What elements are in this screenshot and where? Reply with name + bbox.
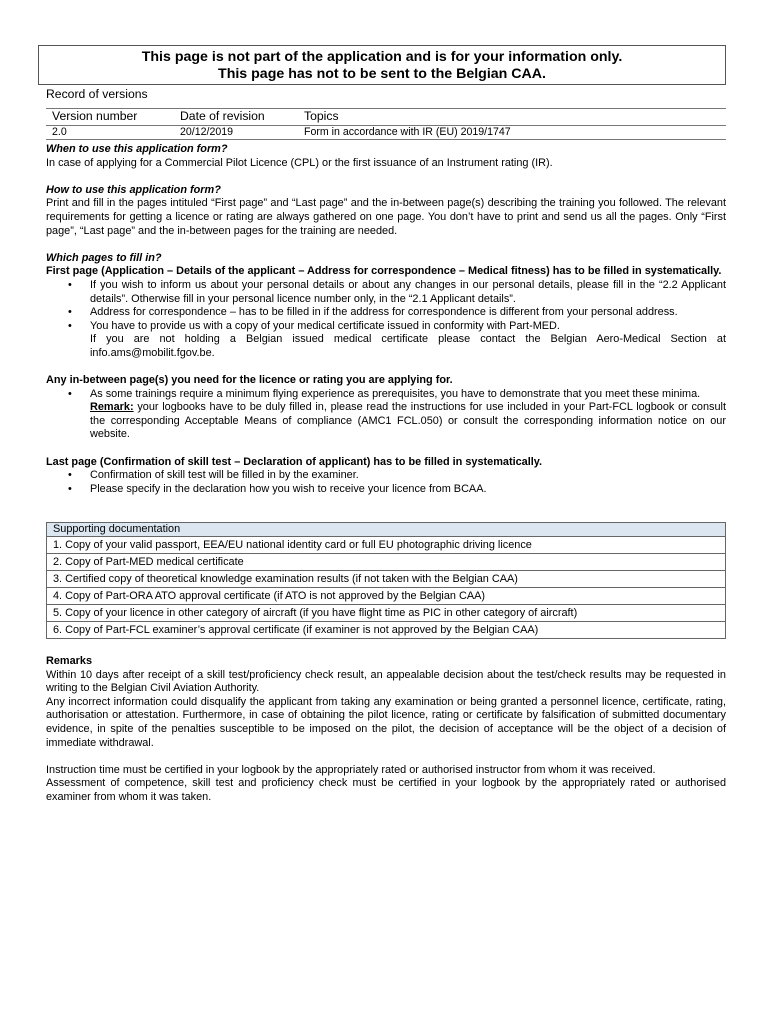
table-row xyxy=(47,571,726,588)
table-row xyxy=(47,588,726,605)
list-item xyxy=(90,320,726,361)
cell-date: 20/12/2019 xyxy=(174,126,298,140)
header-date-of-revision: Date of revision xyxy=(174,109,298,126)
list-item: • Please specify in the declaration how you wish to receive your licence from BCAA. xyxy=(90,483,726,497)
table-row xyxy=(46,126,726,140)
remarks-title: Remarks xyxy=(46,655,93,667)
supporting-item: 1. Copy of your valid passport, EEA/EU national identity card or full EU photographic driving licence xyxy=(47,537,726,554)
last-page-heading: Last page (Confirmation of skill test – Declaration of applicant) has to be filled in systematically. xyxy=(46,455,543,468)
information-notice-box xyxy=(38,45,726,85)
table-row xyxy=(47,605,726,622)
remarks-paragraph-2: Any incorrect information could disqualify the applicant from taking any examination or being granted a personnel licence, certificate, rating, authorisation or attestation. Furthermore, in case of obtaining the pilot licence, rating or certificate by falsification of submitted documentary evidence, in spite of the penalties susceptible to be imposed on the pilot, the decision of acceptance will be the object of a decision of immediate withdrawal. xyxy=(46,695,726,749)
how-question: How to use this application form? xyxy=(46,183,221,196)
record-of-versions-table xyxy=(46,108,726,140)
header-version-number: Version number xyxy=(46,109,174,126)
list-item xyxy=(90,388,726,442)
when-question: When to use this application form? xyxy=(46,143,228,155)
notice-line-1: This page is not part of the application and is for your information only. xyxy=(141,49,623,65)
remarks-paragraph-4: Assessment of competence, skill test and proficiency check must be certified in your logbook by the appropriately rated or authorised examiner from whom it was taken. xyxy=(46,777,726,803)
supporting-documentation-table xyxy=(46,522,726,639)
inbetween-bullets xyxy=(46,388,726,442)
first-page-heading: First page (Application – Details of the applicant – Address for correspondence – Medical fitness) has to be filled in systematically. xyxy=(46,265,722,278)
remark-text: your logbooks have to be duly filled in, please read the instructions for use included in your Part-FCL logbook or consult the corresponding Acceptable Means of compliance (AMC1 FCL.050) or consult the corresponding information notice on our website. xyxy=(90,401,726,441)
inbetween-bullet-text: As some trainings require a minimum flying experience as prerequisites, you have to demonstrate that you meet these minima. xyxy=(90,387,701,400)
first-page-bullets xyxy=(46,279,726,361)
inbetween-heading: Any in-between page(s) you need for the licence or rating you are applying for. xyxy=(46,374,453,387)
supporting-item: 3. Certified copy of theoretical knowledge examination results (if not taken with the Belgian CAA) xyxy=(47,571,726,588)
table-row xyxy=(47,622,726,639)
header-topics: Topics xyxy=(298,109,726,126)
table-header-row xyxy=(46,109,726,126)
supporting-header-row xyxy=(47,523,726,537)
remarks-section xyxy=(46,655,726,805)
record-of-versions-title: Record of versions xyxy=(46,87,148,101)
remarks-paragraph-1: Within 10 days after receipt of a skill test/proficiency check result, an appealable decision about the test/check results may be requested in writing to the Belgian Civil Aviation Authority. xyxy=(46,668,726,695)
table-row xyxy=(47,537,726,554)
list-item: • Address for correspondence – has to be filled in if the address for correspondence is different from your personal address. xyxy=(90,306,726,320)
cell-version: 2.0 xyxy=(46,126,174,140)
supporting-item: 5. Copy of your licence in other category of aircraft (if you have flight time as PIC in other category of aircraft) xyxy=(47,605,726,622)
medical-bullet-text: You have to provide us with a copy of your medical certificate issued in conformity with Part-MED. xyxy=(90,319,560,332)
table-row xyxy=(47,554,726,571)
supporting-item: 4. Copy of Part-ORA ATO approval certificate (if ATO is not approved by the Belgian CAA) xyxy=(47,588,726,605)
notice-line-2: This page has not to be sent to the Belgian CAA. xyxy=(218,66,546,82)
cell-topic: Form in accordance with IR (EU) 2019/1747 xyxy=(298,126,726,140)
supporting-title: Supporting documentation xyxy=(47,523,726,537)
which-question: Which pages to fill in? xyxy=(46,251,162,264)
instructions-body xyxy=(46,143,726,496)
last-page-bullets xyxy=(46,469,726,496)
when-answer: In case of applying for a Commercial Pilot Licence (CPL) or the first issuance of an Instrument rating (IR). xyxy=(46,156,553,169)
how-answer: Print and fill in the pages intituled “First page” and “Last page” and the in-between page(s) describing the training you followed. The relevant requirements for getting a licence or rating are always gathered on one page. You don’t have to print and send us all the pages. Only “First page”, “Last page” and the in-between pages for the training are needed. xyxy=(46,197,726,237)
supporting-item: 2. Copy of Part-MED medical certificate xyxy=(47,554,726,571)
remark-label: Remark: xyxy=(90,401,134,414)
supporting-item: 6. Copy of Part-FCL examiner’s approval certificate (if examiner is not approved by the Belgian CAA) xyxy=(47,622,726,639)
remarks-paragraph-3: Instruction time must be certified in your logbook by the appropriately rated or authorised instructor from whom it was received. xyxy=(46,763,656,776)
medical-note: If you are not holding a Belgian issued medical certificate please contact the Belgian Aero-Medical Section at info.ams@mobilit.fgov.be. xyxy=(90,333,726,359)
list-item: • Confirmation of skill test will be filled in by the examiner. xyxy=(90,469,726,483)
list-item: • If you wish to inform us about your personal details or about any changes in our personal details, please fill in the “2.2 Applicant details”. Otherwise fill in your personal licence number only, in the “2.1 Applicant details”. xyxy=(90,279,726,306)
